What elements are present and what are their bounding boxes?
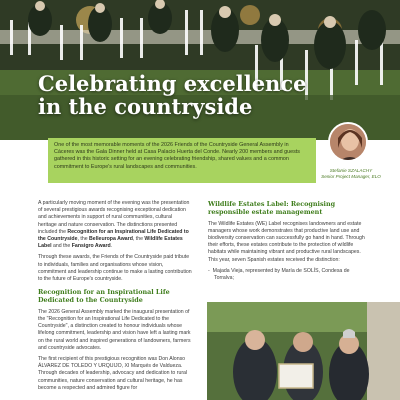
page-title	[38, 72, 338, 118]
award-name: Belleuropa Award	[89, 236, 133, 243]
list-item: - Majada Vieja, represented by María de SOLÍS, Condesa de Torralva;	[208, 267, 350, 282]
author-avatar	[328, 122, 368, 162]
hero-photo	[0, 0, 400, 140]
paragraph-inaugural: The 2026 General Assembly marked the inaugural presentation of the "Recognition for an Inspirational Life Dedicated to the Countryside", a distinction created to honour individuals whose lifelong commitment, leadership and vision have left a lasting mark on the rural world and inspired generations of landowners, farmers and countryside advocates.	[38, 308, 191, 351]
section-heading-recognition: Recognition for an Inspirational Life Dedicated to the Countryside	[38, 288, 170, 305]
title-line-1: Celebrating excellence	[38, 71, 307, 96]
paragraph-wildlife: The Wildlife Estates (WE) Label recognises landowners and estate managers whose work demonstrates that productive land use and biodiversity conservation can successfully go hand in hand. Through their efforts, these estates contribute to the protection of wildlife habitats while maintaining vibrant and productive rural landscapes. This year, seven Spanish estates received the distinction:	[208, 220, 365, 263]
award-ceremony-image	[207, 302, 400, 400]
author-portrait-image	[330, 124, 368, 162]
text-span: A particularly moving moment of the evening was the presentation of several prestigious awards recognising exceptional dedication and achievements in support of rural communities, cultural heritage and nature conservation. The distinctions presented included the	[38, 200, 190, 235]
list-item-text: Majada Vieja, represented by María de SOLÍS, Condesa de Torralva;	[212, 267, 350, 282]
text-span: , the	[77, 236, 90, 243]
author-caption	[316, 168, 386, 180]
gala-dinner-image	[0, 0, 400, 140]
right-column	[208, 201, 368, 286]
author-role: Senior Project Manager, ELO	[321, 174, 381, 179]
award-name: Wildlife Estates Label	[38, 236, 183, 250]
paragraph-recipient: The first recipient of this prestigious recognition was Don Alonso ÁLVAREZ DE TOLEDO Y URQUIJO, XI Marqués de Valdueza. Through decades of leadership, advocacy and dedication to rural communities, nature conservation and cultural heritage, he has become a respected and admired figure for	[38, 356, 188, 391]
text-span: .	[110, 243, 113, 250]
title-line-2: in the countryside	[38, 94, 253, 119]
award-name: Fansigro Award	[71, 243, 111, 250]
left-column	[38, 200, 192, 396]
paragraph-tribute: Through these awards, the Friends of the Countryside paid tribute to individuals, families and organisations whose vision, commitment and leadership continue to make a lasting contribution to the future of Europe's countryside.	[38, 254, 192, 283]
award-name: Recognition for an Inspirational Life Dedicated to the Countryside	[38, 228, 189, 243]
intro-box: One of the most memorable moments of the 2026 Friends of the Countryside General Assembly in Cáceres was the Gala Dinner held at Casa Palacio Huerta del Conde. Nearly 200 members and guests gathered in this historic setting for an evening celebrating friendship, shared values and a common commitment to Europe's rural landscapes and communities.	[48, 138, 316, 183]
section-heading-wildlife: Wildlife Estates Label: Recognising responsible estate management	[208, 200, 336, 216]
paragraph-awards	[38, 200, 192, 250]
author-name: Stefanie SZALACHY	[329, 168, 373, 173]
text-span: , the	[132, 236, 145, 243]
text-span: and the	[51, 243, 72, 250]
award-photo	[207, 302, 400, 400]
